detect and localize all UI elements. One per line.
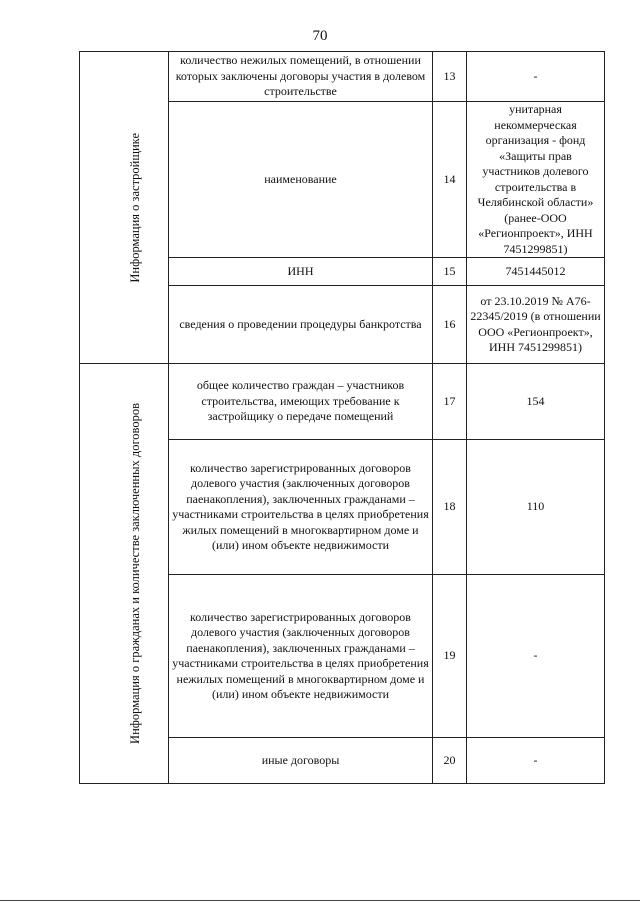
row-label: количество нежилых помещений, в отношении которых заключены договоры участия в долевом строительстве: [169, 52, 433, 102]
row-value: 7451445012: [467, 258, 605, 286]
section-title: Информация о гражданах и количестве заключенных договоров: [127, 403, 142, 744]
row-number: 20: [433, 738, 467, 784]
row-number: 13: [433, 52, 467, 102]
row-value: -: [467, 738, 605, 784]
section-header-citizens: [103, 364, 169, 784]
row-value: -: [467, 52, 605, 102]
row-value: 154: [467, 364, 605, 440]
row-label: ИНН: [169, 258, 433, 286]
row-number: 14: [433, 102, 467, 258]
margin-cell: [80, 364, 103, 784]
row-label: иные договоры: [169, 738, 433, 784]
developer-info-table: [79, 51, 605, 784]
row-value: от 23.10.2019 № А76-22345/2019 (в отношении ООО «Регионпроект», ИНН 7451299851): [467, 286, 605, 364]
section-title: Информация о застройщике: [127, 132, 142, 283]
row-number: 15: [433, 258, 467, 286]
margin-cell: [80, 52, 103, 364]
row-label: общее количество граждан – участников строительства, имеющих требование к застройщику о передаче помещений: [169, 364, 433, 440]
row-number: 17: [433, 364, 467, 440]
row-value: 110: [467, 440, 605, 575]
table-row: [80, 52, 605, 102]
row-number: 19: [433, 575, 467, 738]
row-value: унитарная некоммерческая организация - фонд «Защиты прав участников долевого строительства в Челябинской области» (ранее-ООО «Регионпроект», ИНН 7451299851): [467, 102, 605, 258]
row-value: -: [467, 575, 605, 738]
row-number: 16: [433, 286, 467, 364]
row-label: сведения о проведении процедуры банкротства: [169, 286, 433, 364]
table-row: [80, 364, 605, 440]
section-header-developer: [103, 52, 169, 364]
row-label: количество зарегистрированных договоров долевого участия (заключенных договоров паенакопления), заключенных гражданами – участниками строительства в целях приобретения жилых помещений в многоквартирном доме и (или) ином объекте недвижимости: [169, 440, 433, 575]
row-label: наименование: [169, 102, 433, 258]
row-label: количество зарегистрированных договоров долевого участия (заключенных договоров паенакопления), заключенных гражданами – участниками строительства в целях приобретения нежилых помещений в многоквартирном доме и (или) ином объекте недвижимости: [169, 575, 433, 738]
page-bottom-divider: [0, 900, 640, 901]
page-number: 70: [312, 28, 328, 44]
row-number: 18: [433, 440, 467, 575]
